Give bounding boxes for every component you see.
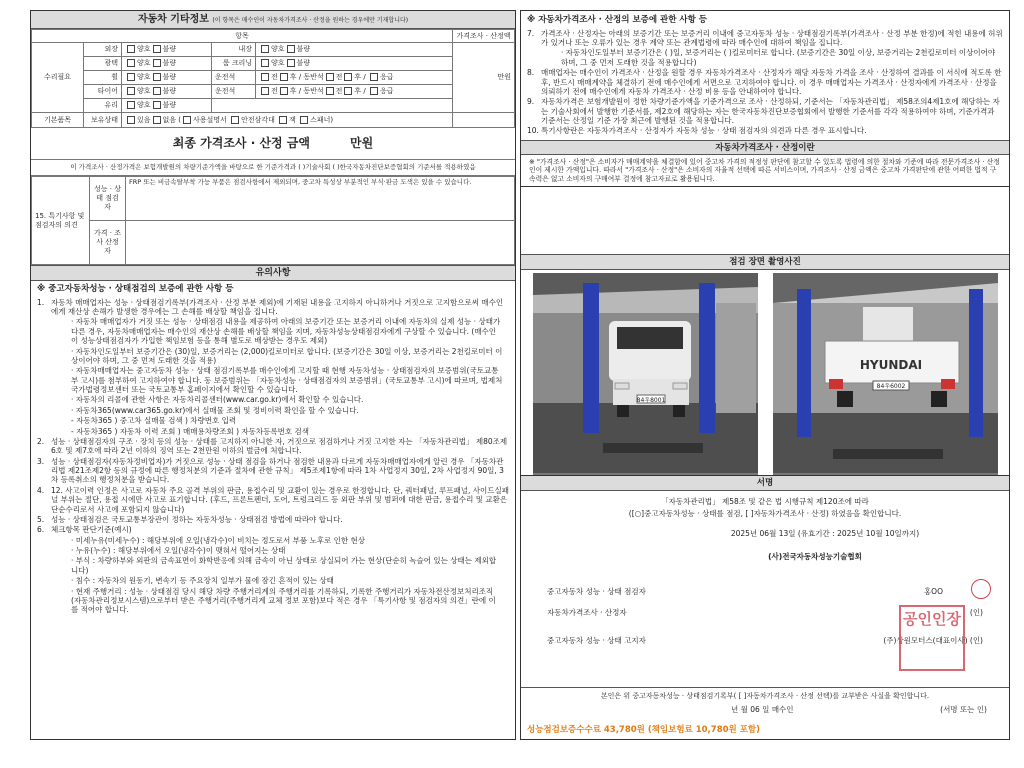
inspector-name: 홍OO — [923, 587, 943, 596]
opinion-label: 15. 특기사항 및 점검자의 의견 — [32, 177, 90, 265]
notifier-role: 중고자동차 성능 · 상태 고지자 — [547, 635, 646, 645]
tire-checks: 양호 불량 — [122, 85, 212, 99]
interior-bad-checkbox[interactable] — [287, 45, 295, 53]
item-number — [37, 556, 51, 575]
item-number — [37, 546, 51, 555]
tire-passenger-rear-checkbox[interactable] — [344, 87, 352, 95]
repair-label: 수리필요 — [32, 43, 84, 113]
item-text: 체크항목 판단기준(예시) — [51, 525, 132, 535]
price-guarantee-title: ※ 자동차가격조사 · 산정의 보증에 관한 사항 등 — [527, 15, 708, 25]
item-text: · 자동차 매매업자가 거짓 또는 성능 · 상태점검 내용을 제공하여 아래의 보증기간 또는 보증거리 이내에 자동차의 실제 성능 · 상태가 다른 경우, 자동차매매업자는 매수인의 재산상 손해를 배상할 책임을 지며, 자동차성능상태점검자에게 구상할 수 있습니다. (매수인이 성능상태점검자가 가입한 책임보험 등을 통해 별도로 배상받는 경우도 제외) — [71, 317, 501, 346]
other-info-note: (이 항목은 매수인이 자동차가격조사 · 산정을 원하는 경우에만 기재합니다) — [212, 17, 409, 24]
item-text: 성능 · 상태점검은 국토교통부장관이 정하는 자동차성능 · 상태점검 방법에 따라야 합니다. — [51, 514, 343, 524]
item-text: 자동차 매매업자는 성능 · 상태점검기록부(가격조사 · 산정 부분 제외)에 기재된 내용을 고지하지 아니하거나 거짓으로 고지함으로써 매수인에게 재산상 손해가 발생한 경우에는 그 손해를 배상할 책임을 집니다. — [51, 297, 504, 316]
interior-checks: 양호 불량 — [256, 43, 453, 57]
exterior-checks: 양호 불량 — [122, 43, 212, 57]
gloss-checks: 양호 불량 — [122, 57, 212, 71]
final-price-row — [31, 128, 515, 160]
item-number — [37, 536, 51, 545]
item-text: - 자동차365 ) 자동차 이력 조회 ) 매매용차량조회 ) 자동차등록번호 검색 — [71, 426, 310, 436]
org-name: (사)전국자동차성능기술협회 — [768, 552, 862, 562]
item-number: 2. — [37, 436, 45, 446]
item-text: - 자동차365 ) 중고차 실매물 검색 ) 차량번호 입력 — [71, 416, 237, 426]
item-text: 특기사항란은 자동차가격조사 · 산정자가 자동차 성능 · 상태 점검자의 의견과 다른 경우 표시합니다. — [541, 126, 867, 136]
basic-label: 기본품목 — [32, 113, 84, 128]
list-item — [37, 437, 509, 456]
wheel-spare-checkbox[interactable] — [370, 73, 378, 81]
item-text: · 자동차의 리콜에 관한 사항은 자동차리콜센터(www.car.go.kr)에서 확인할 수 있습니다. — [71, 395, 364, 405]
cleaning-checks: 양호 불량 — [256, 57, 453, 71]
notice-section-title: ※ 중고자동차성능 · 상태점검의 보증에 관한 사항 등 — [37, 284, 234, 294]
tire-passenger-front-checkbox[interactable] — [326, 87, 334, 95]
perf-inspector-opinion[interactable]: FRP 또는 비금속탈부착 가능 부품은 점검사항에서 제외되며, 중고차 특성상 부분적인 부식·판금 도색은 있을 수 있습니다. — [126, 177, 515, 221]
gloss-bad-checkbox[interactable] — [153, 59, 161, 67]
tire-front-checkbox[interactable] — [261, 87, 269, 95]
item-text: · 자동차매매업자는 중고자동차 성능 · 상태 점검기록부를 매수인에게 고지할 때 현행 자동차성능 · 상태점검자의 보증범위(국토교통부 고시)를 첨부하여 고지하여야 합니다. 동 보증범위는 「자동차성능 · 상태점검자의 보증범위」(국토교통부 고시)에 따르며, 법제처 국가법령정보센터 또는 국토교통부 홈페이지에서 확인할 수 있습니다. — [71, 366, 503, 394]
notifier-name: (주)상원모터스(대표이사) — [883, 635, 968, 645]
interior-good-checkbox[interactable] — [261, 45, 269, 53]
signature-body — [521, 497, 1009, 562]
signature-header: 서명 — [521, 475, 1009, 491]
spanner-checkbox[interactable] — [300, 116, 308, 124]
item-number — [527, 48, 541, 67]
front-plate: 84우8001 — [636, 397, 666, 404]
small-red-stamp — [971, 579, 991, 599]
glass-good-checkbox[interactable] — [127, 101, 135, 109]
list-item — [37, 576, 509, 585]
appraisal-box-text: ※ "가격조사 · 산정"은 소비자가 매매계약을 체결함에 있어 중고차 가격의 적정성 판단에 참고할 수 있도록 법령에 의한 절차와 기준에 따라 전문가격조사 · 산정인이 제시한 가액입니다. 따라서 "가격조사 · 산정"은 소비자의 자율적 선택에 따른 서비스이며, 가격조사 · 산정 금액은 중고차 가격판단에 관한 어떠한 법적 구속력은 없고 소비자의 구매여부 결정에 참고자료로 활용됩니다. — [521, 155, 1009, 187]
cleaning-good-checkbox[interactable] — [261, 59, 269, 67]
final-price-unit: 만원 — [350, 136, 374, 150]
item-text: 매매업자는 매수인이 가격조사 · 산정을 원할 경우 자동차가격조사 · 산정자가 해당 자동차 가격을 조사 · 산정하여 결과를 이 서식에 적도록 한 후, 반드시 매매계약을 체결하기 전에 매수인에게 서면으로 고지하여야 합니다. 이 경우 매매업자는 가격조사 · 산정자에게 가격조사 · 산정을 의뢰하기 전에 매수인에게 자동차 가격조사 · 산정 비용 등을 안내하여야 합니다. — [541, 68, 1002, 96]
row-exterior: 외장 — [84, 43, 122, 57]
basic-status: 보유상태 — [84, 113, 122, 128]
final-price-title: 최종 가격조사 · 산정 금액 — [172, 136, 310, 150]
item-number — [37, 576, 51, 585]
tire-spare-checkbox[interactable] — [370, 87, 378, 95]
glass-checks: 양호 불량 — [122, 99, 212, 113]
signer-inspector — [547, 587, 983, 596]
item-number: 5. — [37, 514, 45, 524]
item-number — [37, 587, 51, 615]
wheel-checks: 양호 불량 — [122, 71, 212, 85]
wheel-positions: 전 후 / 동반석 전 후 / 응급 — [256, 71, 453, 85]
price-appraiser-opinion[interactable] — [126, 221, 515, 265]
basic-price-blank — [453, 113, 515, 128]
tire-rear-checkbox[interactable] — [280, 87, 288, 95]
col-item: 항목 — [32, 30, 453, 43]
item-text: · 자동차인도일부터 보증기간은 (30)일, 보증거리는 (2,000)킬로미터로 합니다. (보증기간은 30일 이상, 보증거리는 2천킬로미터 이상이어야 하며, 그 중 먼저 도래한 것을 적용) — [71, 346, 503, 365]
list-item — [37, 366, 509, 394]
receipt-section — [521, 687, 1009, 714]
list-item — [37, 298, 509, 317]
truck-front-image — [533, 273, 758, 473]
list-item — [527, 68, 1003, 96]
row-interior: 내장 — [212, 43, 256, 57]
basic-items: 있음 없음 ( 사용설명서 안전삼각대 잭 스패너) — [122, 113, 453, 128]
list-item — [37, 406, 509, 415]
appraiser-role: 자동차가격조사 · 산정자 — [547, 608, 627, 618]
row-tire: 타이어 — [84, 85, 122, 99]
appraiser-seal[interactable]: (인) — [969, 608, 983, 618]
item-number: 3. — [37, 456, 45, 466]
rear-plate: 84우6002 — [876, 383, 906, 390]
item-text: · 미세누유(미세누수) : 해당부위에 오일(냉각수)이 비치는 정도로서 부품 노후로 인한 현상 — [71, 535, 366, 545]
item-number — [37, 366, 51, 394]
item-number — [37, 406, 51, 415]
item-text: · 현재 주행거리 : 성능 · 상태점검 당시 해당 차량 주행거리계의 주행거리를 기록하되, 기록한 주행거리가 자동차전산정보처리조직(자동차관리정보시스템)으로부터 받은 주행거리(주행거리계 교체 정보 포함)보다 적은 경우 「특기사항 및 점검자의 의견」란에 이를 적어야 합니다. — [71, 586, 496, 615]
list-item — [37, 515, 509, 524]
list-item — [37, 457, 509, 485]
item-text: · 부식 : 차량하부와 외판의 금속표면이 화학반응에 의해 금속이 아닌 상태로 상실되어 가는 현상(단순히 녹슬어 있는 상태는 제외합니다) — [71, 556, 497, 575]
gloss-good-checkbox[interactable] — [127, 59, 135, 67]
inspection-photo-front — [533, 273, 758, 479]
item-number: 8. — [527, 68, 535, 78]
wheel-passenger-rear-checkbox[interactable] — [344, 73, 352, 81]
jack-checkbox[interactable] — [279, 116, 287, 124]
item-text: · 자동차인도일부터 보증기간은 ( )일, 보증거리는 ( )킬로미터로 합니다. (보증기간은 30일 이상, 보증거리는 2천킬로미터 이상이어야 하며, 그 중 먼저 도래한 것을 적용합니다) — [561, 48, 996, 67]
rear-brand: HYUNDAI — [859, 358, 923, 372]
list-item — [527, 97, 1003, 125]
item-number — [37, 347, 51, 366]
row-glass: 유리 — [84, 99, 122, 113]
date-line: 2025년 06월 13일 (유효기간 : 2025년 10월 10일까지) — [730, 528, 920, 538]
glass-blank — [212, 99, 453, 113]
row-cleaning: 룸 크리닝 — [212, 57, 256, 71]
wheel-rear-checkbox[interactable] — [280, 73, 288, 81]
list-item — [37, 395, 509, 404]
item-text: 성능 · 상태점검자의 구조 · 장치 등의 성능 · 상태를 고지하지 아니한 자, 거짓으로 점검하거나 거짓 고지한 자는 「자동차관리법」 제80조제6호 및 제7호에 따라 2년 이하의 징역 또는 2천만원 이하의 벌금에 처합니다. — [51, 436, 508, 456]
row-gloss: 광택 — [84, 57, 122, 71]
inspection-photo-rear — [773, 273, 998, 479]
item-text: · 자동차365(www.car365.go.kr)에서 실매물 조회 및 정비이력 확인을 할 수 있습니다. — [71, 405, 359, 415]
item-text: 12. 사고이력 인정은 사고로 자동차 주요 골격 부위의 판금, 용접수리 및 교환이 있는 경우로 한정합니다. 단, 쿼터패널, 루프패널, 사이드실패널 부위는 절단, 용접 시에만 사고로 표기합니다. (후드, 프론트펜더, 도어, 트렁크리드 등 외판 부위 및 범퍼에 대한 판금, 용접수리 및 교환은 단순수리로서 사고에 포함되지 않습니다) — [51, 485, 509, 514]
item-text: 자동차가격은 보험개발원이 정한 차량기준가액을 기준가격으로 조사 · 산정하되, 기준서는 「자동차관리법」 제58조의4제1호에 해당하는 자는 기술사회에서 발행한 기준서를, 제2호에 해당하는 자는 한국자동차진단보증협회에서 발행한 기준서를 각각 적용하여야 하며, 기준가격과 기준서는 산정일 기준 가장 최근에 발행된 것을 적용합니다. — [541, 97, 1000, 125]
tire-driver: 운전석 — [212, 85, 256, 99]
manual-checkbox[interactable] — [183, 116, 191, 124]
appraisal-box-title: 자동차가격조사 · 산정이란 — [521, 140, 1009, 155]
receipt-text: 본인은 위 중고자동차성능 · 상태점검기록부( [ ]자동차가격조사 · 산정 선택)를 교부받은 사실을 확인합니다. — [600, 692, 930, 700]
opinion-table — [31, 176, 515, 265]
fee-notice: 성능점검보증수수료 43,780원 (책임보험료 10,780원 포함) — [527, 725, 761, 736]
item-number: 9. — [527, 97, 535, 107]
law-line-2: ([○]중고자동차성능 · 상태를 점검, [ ]자동차가격조사 · 산정) 하였음을 확인합니다. — [628, 509, 902, 519]
left-page — [30, 10, 516, 740]
list-item — [37, 587, 509, 615]
item-number — [37, 317, 51, 345]
list-item — [527, 126, 1003, 135]
item-number — [37, 395, 51, 404]
other-info-table — [31, 29, 515, 128]
row-wheel: 휠 — [84, 71, 122, 85]
price-unit: 만원 — [453, 43, 515, 113]
list-item — [37, 427, 509, 436]
buyer-sign[interactable]: (서명 또는 인) — [940, 704, 987, 714]
wheel-driver: 운전석 — [212, 71, 256, 85]
price-guarantee-list — [521, 29, 1009, 136]
list-item — [527, 48, 1003, 67]
tire-positions: 전 후 / 동반석 전 후 / 응급 — [256, 85, 453, 99]
col-price: 가격조사 · 산정액 — [453, 30, 515, 43]
receipt-sign-row — [731, 705, 987, 714]
wheel-good-checkbox[interactable] — [127, 73, 135, 81]
tire-bad-checkbox[interactable] — [153, 87, 161, 95]
truck-rear-image — [773, 273, 998, 473]
item-number: 6. — [37, 525, 45, 535]
perf-inspector-label: 성능 · 상태 점검자 — [90, 177, 126, 221]
basic-have-checkbox[interactable] — [127, 116, 135, 124]
notice-header: 유의사항 — [31, 265, 515, 281]
exterior-bad-checkbox[interactable] — [153, 45, 161, 53]
list-item — [37, 556, 509, 575]
list-item — [527, 29, 1003, 48]
exterior-good-checkbox[interactable] — [127, 45, 135, 53]
cleaning-bad-checkbox[interactable] — [287, 59, 295, 67]
list-item — [37, 546, 509, 555]
final-price-note: 이 가격조사 · 산정가격은 보험개발원의 차량기준가액을 바탕으로 한 기준가격과 ( )기술사회 ( )한국자동차진단보증협회의 기준서를 적용하였음 — [31, 160, 515, 176]
basic-none-checkbox[interactable] — [153, 116, 161, 124]
item-number — [37, 416, 51, 425]
inspector-role: 중고자동차 성능 · 상태 점검자 — [547, 587, 646, 596]
other-info-title: 자동차 기타정보 — [137, 14, 209, 25]
right-page — [520, 10, 1010, 740]
item-number: 10. — [527, 126, 539, 136]
glass-bad-checkbox[interactable] — [153, 101, 161, 109]
item-number: 1. — [37, 297, 45, 307]
other-info-header — [31, 11, 515, 29]
law-line-1: 「자동차관리법」 제58조 및 같은 법 시행규칙 제120조에 따라 — [661, 497, 869, 506]
official-red-stamp: 공인인장 — [899, 605, 965, 671]
wheel-bad-checkbox[interactable] — [153, 73, 161, 81]
list-item — [37, 416, 509, 425]
item-text: · 침수 : 자동차의 원동기, 변속기 등 주요장치 일부가 물에 잠긴 흔적이 있는 상태 — [71, 576, 334, 586]
list-item — [37, 486, 509, 514]
item-text: 성능 · 상태점검자(자동차정비업자)가 거짓으로 성능 · 상태 점검을 하거나 점검한 내용과 다르게 자동차매매업자에게 알린 경우 「자동차관리법 제21조제2항 등의 규정에 따른 행정처분의 기준과 절차에 관한 규칙」 제5조제1항에 따라 1차 사업정지 30일, 2차 사업정지 90일, 3차 등록취소의 행정처분을 받습니다. — [51, 456, 504, 485]
notifier-seal[interactable]: (인) — [969, 635, 983, 645]
notice-list — [31, 298, 515, 615]
list-item — [37, 317, 509, 345]
wheel-passenger-front-checkbox[interactable] — [326, 73, 334, 81]
list-item — [37, 536, 509, 545]
triangle-checkbox[interactable] — [231, 116, 239, 124]
photo-header: 점검 장면 촬영사진 — [521, 254, 1009, 270]
item-number: 4. — [37, 485, 45, 495]
tire-good-checkbox[interactable] — [127, 87, 135, 95]
price-appraiser-label: 가격 · 조사 산정자 — [90, 221, 126, 265]
item-number — [37, 427, 51, 436]
item-number: 7. — [527, 28, 535, 38]
wheel-front-checkbox[interactable] — [261, 73, 269, 81]
item-text: 가격조사 · 산정자는 아래의 보증기간 또는 보증거리 이내에 중고자동차 성능 · 상태점검기록부(가격조사 · 산정 부분 한정)에 적힌 내용에 허위가 있거나 또는 오류가 있는 경우 계약 또는 관계법령에 따라 매수인에 대하여 책임을 집니다. — [541, 28, 1003, 47]
list-item — [37, 525, 509, 534]
receipt-date: 년 월 06 일 매수인 — [731, 704, 794, 714]
list-item — [37, 347, 509, 366]
item-text: · 누유(누수) : 해당부위에서 오일(냉각수)이 맺혀서 떨어지는 상태 — [71, 546, 286, 555]
